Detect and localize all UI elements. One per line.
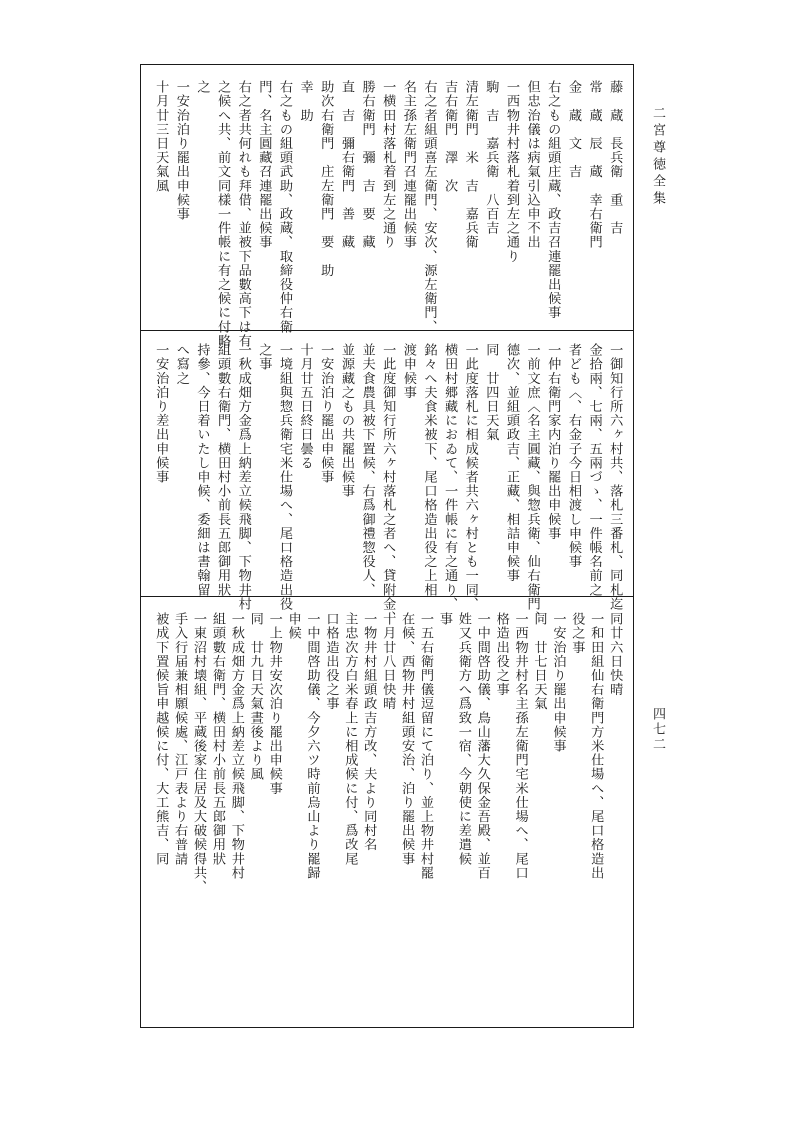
text-column: 一秋成畑方金爲上納差立候飛脚、下物井村: [235, 343, 251, 611]
text-column: 右之もの組頭庄蔵、政吉召連罷出候事: [545, 80, 561, 320]
text-column: 被成下置候旨申越候に付、大工熊吉、同: [153, 612, 169, 866]
text-column: 格造出役之事: [493, 612, 509, 697]
text-column: 渡申候事: [400, 343, 416, 400]
text-column: 組頭數右衛門、横田村小前長五郎御用狀: [209, 612, 225, 866]
text-column: 藤 蔵 長兵衛 重 吉: [607, 80, 623, 236]
text-column: 一御知行所六ヶ村共、落札三番札、同札迄: [607, 343, 623, 611]
text-column: 一東沼村壊組、平蔵後家住居及大破候得共、: [191, 612, 207, 894]
text-column: 一上物井安次泊り罷出申候事: [266, 612, 282, 796]
text-column: 組頭數右衛門、横田村小前長五郎御用狀: [215, 343, 231, 597]
text-column: 一秋成畑方金爲上納差立候飛脚、下物井村: [228, 612, 244, 880]
text-column: 右之者組頭喜左衛門、安次、源左衛門、: [421, 80, 437, 334]
text-column: 直 吉 彌右衛門 善 藏: [338, 80, 354, 250]
text-column: 一此度落札に相成候者共六ヶ村とも一同、: [462, 343, 478, 611]
text-column: 十月廿八日快晴: [380, 612, 396, 711]
text-column: 銘々へ夫食米被下、尾口格造出役之上相: [421, 343, 437, 597]
text-column: 一安治泊り罷出申候事: [318, 343, 334, 484]
text-column: 同廿六日快晴: [607, 612, 623, 697]
text-column: 一物井村組頭政吉方改、夫より同村名: [361, 612, 377, 852]
text-column: 並夫食農具被下置候、右爲御禮惣役人、: [359, 343, 375, 597]
text-column: 持參、今日着いたし申候、委細は書翰留: [194, 343, 210, 597]
text-column: 幸 助: [297, 80, 313, 123]
page-number: 四七二: [650, 707, 665, 752]
text-column: 一安治泊り罷出申候事: [550, 612, 566, 753]
text-column: 勝右衛門 彌 吉 要 藏: [359, 80, 375, 250]
text-column: 一此度御知行所六ヶ村落札之者へ、貸附金、: [380, 343, 396, 625]
text-column: 手入行届兼相願候處、江戸表より右普請: [172, 612, 188, 866]
text-column: へ寫之: [173, 343, 189, 386]
text-column: 名主孫左衛門召連罷出候事: [400, 80, 416, 250]
text-column: 役之事: [569, 612, 585, 655]
text-column: 同 廿七日天氣: [531, 612, 547, 711]
text-column: 清左衛門 米 吉 嘉兵衛: [462, 80, 478, 250]
text-column: 金拾兩、七兩、五兩づゝ、一件帳名前之: [586, 343, 602, 597]
text-column: 右之もの組頭武助、政蔵、取締役仲右衛: [277, 80, 293, 334]
text-column: 常 蔵 辰 蔵 幸右衛門: [586, 80, 602, 250]
text-column: 之: [194, 80, 210, 95]
tier-divider: [140, 330, 634, 331]
text-column: 並源藏之もの共罷出候事: [338, 343, 354, 499]
text-column: 金 蔵 文 吉: [565, 80, 581, 179]
text-column: 門、名主圓藏召連罷出候事: [256, 80, 272, 250]
text-column: 助次右衛門 庄左衛門 要 助: [318, 80, 334, 278]
text-column: 一中間啓助儀、今夕六ツ時前烏山より罷歸: [304, 612, 320, 880]
text-column: 一和田組仙右衛門方米仕場へ、尾口格造出: [588, 612, 604, 880]
text-column: 一境組與惣兵衛宅米仕場へ、尾口格造出役: [277, 343, 293, 611]
text-column: 十月廿五日終日曇る: [297, 343, 313, 470]
text-column: 一仲右衛門家内泊り罷出申候事: [545, 343, 561, 541]
text-column: 者ども〈、右金子今日相渡し申候事: [565, 343, 581, 569]
text-column: 一安治泊り差出申候事: [153, 343, 169, 484]
text-column: 横田村郷藏におゐて、一件帳に有之通り、: [442, 343, 458, 611]
text-column: 一前文庶〈名主圓藏、與惣兵衛、仙右衛門、: [524, 343, 540, 625]
text-column: 德次、並組頭政吉、正藏、相詰申候事: [504, 343, 520, 583]
text-column: 一中間啓助儀、鳥山藩大久保金吾殿、並百: [474, 612, 490, 880]
text-column: 之事: [256, 343, 272, 372]
text-column: 事: [436, 612, 452, 627]
text-column: 口格造出役之事: [323, 612, 339, 711]
book-title: 二宮尊徳全集: [650, 106, 665, 208]
text-column: 在候、西物井村組頭安治、泊り罷出候事: [399, 612, 415, 866]
text-column: 一西物井村名主孫左衛門宅米仕場へ、尾口: [512, 612, 528, 880]
text-column: 右之者共何れも拜借、並被下品數高下は有: [235, 80, 251, 348]
text-column: 吉右衛門 澤 次: [442, 80, 458, 193]
text-column: 一五右衛門儀逗留にて泊り、並上物井村罷: [418, 612, 434, 880]
text-column: 一安治泊り罷出申候事: [173, 80, 189, 221]
text-column: 駒 吉 嘉兵衛 八百吉: [483, 80, 499, 236]
text-column: 主忠次方白米春上に相成候に付、爲改尾: [342, 612, 358, 866]
text-column: 姓又兵衛方へ爲致一宿、今朝使に差遣候: [455, 612, 471, 866]
text-column: 一西物井村落札着到左之通り: [504, 80, 520, 264]
text-column: 同 廿四日天氣: [483, 343, 499, 442]
text-column: 但忠治儀は病氣引込申不出: [524, 80, 540, 250]
text-column: 申候: [285, 612, 301, 641]
text-column: 之候へ共、前文同樣一件帳に有之候に付略: [215, 80, 231, 348]
text-column: 十月廿三日天氣風: [153, 80, 169, 193]
text-column: 一横田村落札着到左之通り: [380, 80, 396, 250]
text-column: 同 廿九日天氣晝後より風: [247, 612, 263, 782]
